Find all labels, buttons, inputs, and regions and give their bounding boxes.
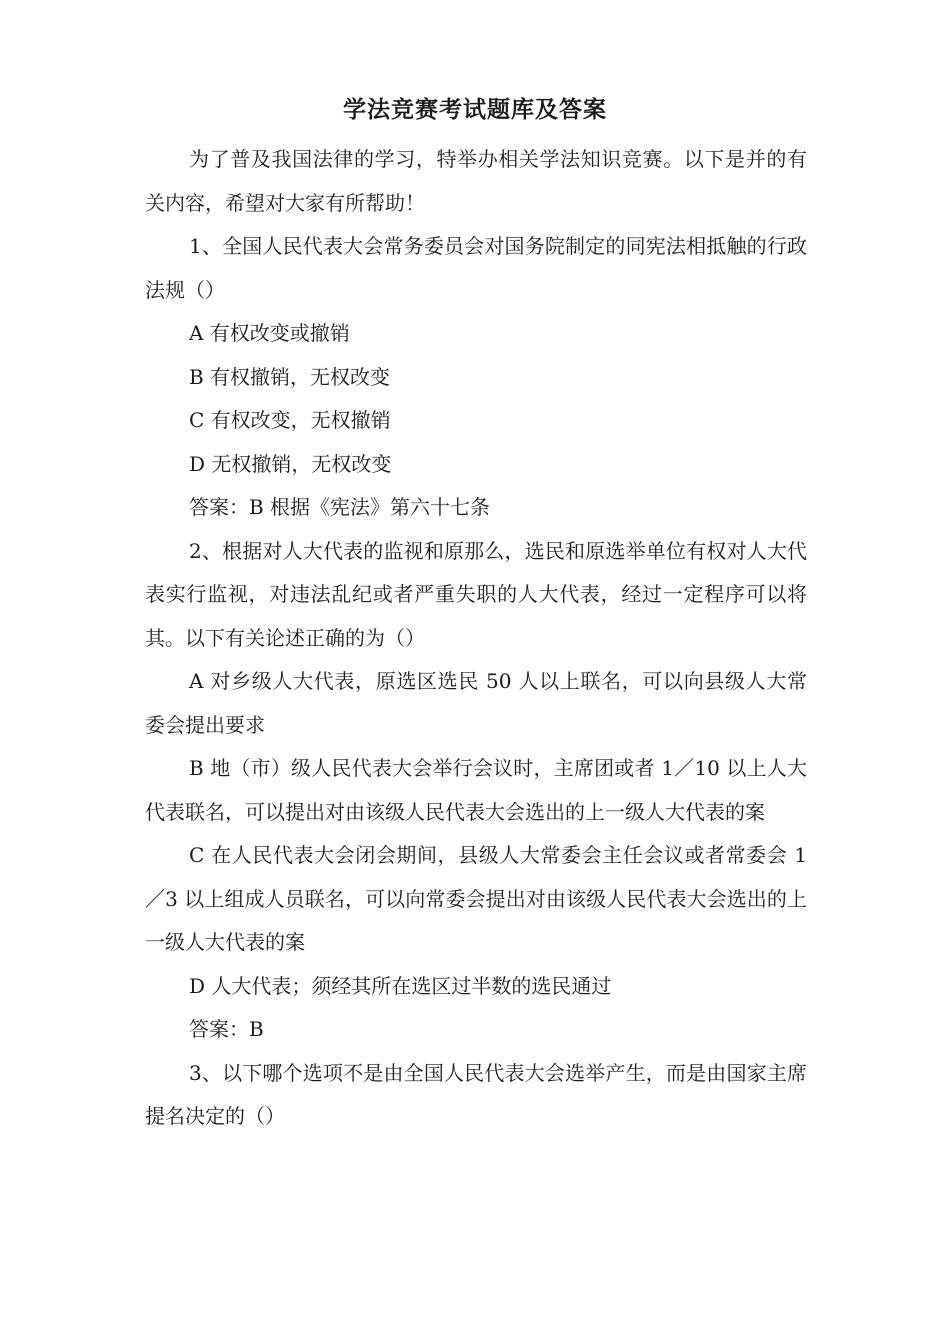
question-1-option-c: C 有权改变，无权撤销 <box>189 408 391 432</box>
document-body <box>145 138 807 1139</box>
question-1-option-b: B 有权撤销，无权改变 <box>189 364 391 389</box>
question-2-option-c: C 在人民代表大会闭会期间，县级人大常委会主任会议或者常委会 1／3 以上组成人员联名，可以向常委会提出对由该级人民代表大会选出的上一级人大代表的案 <box>145 843 807 954</box>
question-1: 1、全国人民代表大会常务委员会对国务院制定的同宪法相抵触的行政法规（） <box>145 234 807 302</box>
question-2-option-b: B 地（市）级人民代表大会举行会议时，主席团或者 1／10 以上人大代表联名，可以提出对由该级人民代表大会选出的上一级人大代表的案 <box>145 756 807 824</box>
question-1-answer: 答案：B 根据《宪法》第六十七条 <box>189 495 491 519</box>
question-2-option-d: D 人大代表；须经其所在选区过半数的选民通过 <box>189 973 612 998</box>
question-2-answer: 答案：B <box>189 1017 264 1041</box>
question-1-option-a: A 有权改变或撤销 <box>189 321 350 345</box>
question-3: 3、以下哪个选项不是由全国人民代表大会选举产生，而是由国家主席提名决定的（） <box>145 1060 807 1128</box>
intro-paragraph: 为了普及我国法律的学习，特举办相关学法知识竞赛。以下是并的有关内容，希望对大家有所帮助！ <box>145 147 807 215</box>
question-1-option-d: D 无权撤销，无权改变 <box>189 451 392 476</box>
document-title: 学法竞赛考试题库及答案 <box>343 96 607 123</box>
question-2: 2、根据对人大代表的监视和原那么，选民和原选举单位有权对人大代表实行监视，对违法乱纪或者严重失职的人大代表，经过一定程序可以将其。以下有关论述正确的为（） <box>145 538 807 650</box>
question-2-option-a: A 对乡级人大代表，原选区选民 50 人以上联名，可以向县级人大常委会提出要求 <box>145 669 807 737</box>
